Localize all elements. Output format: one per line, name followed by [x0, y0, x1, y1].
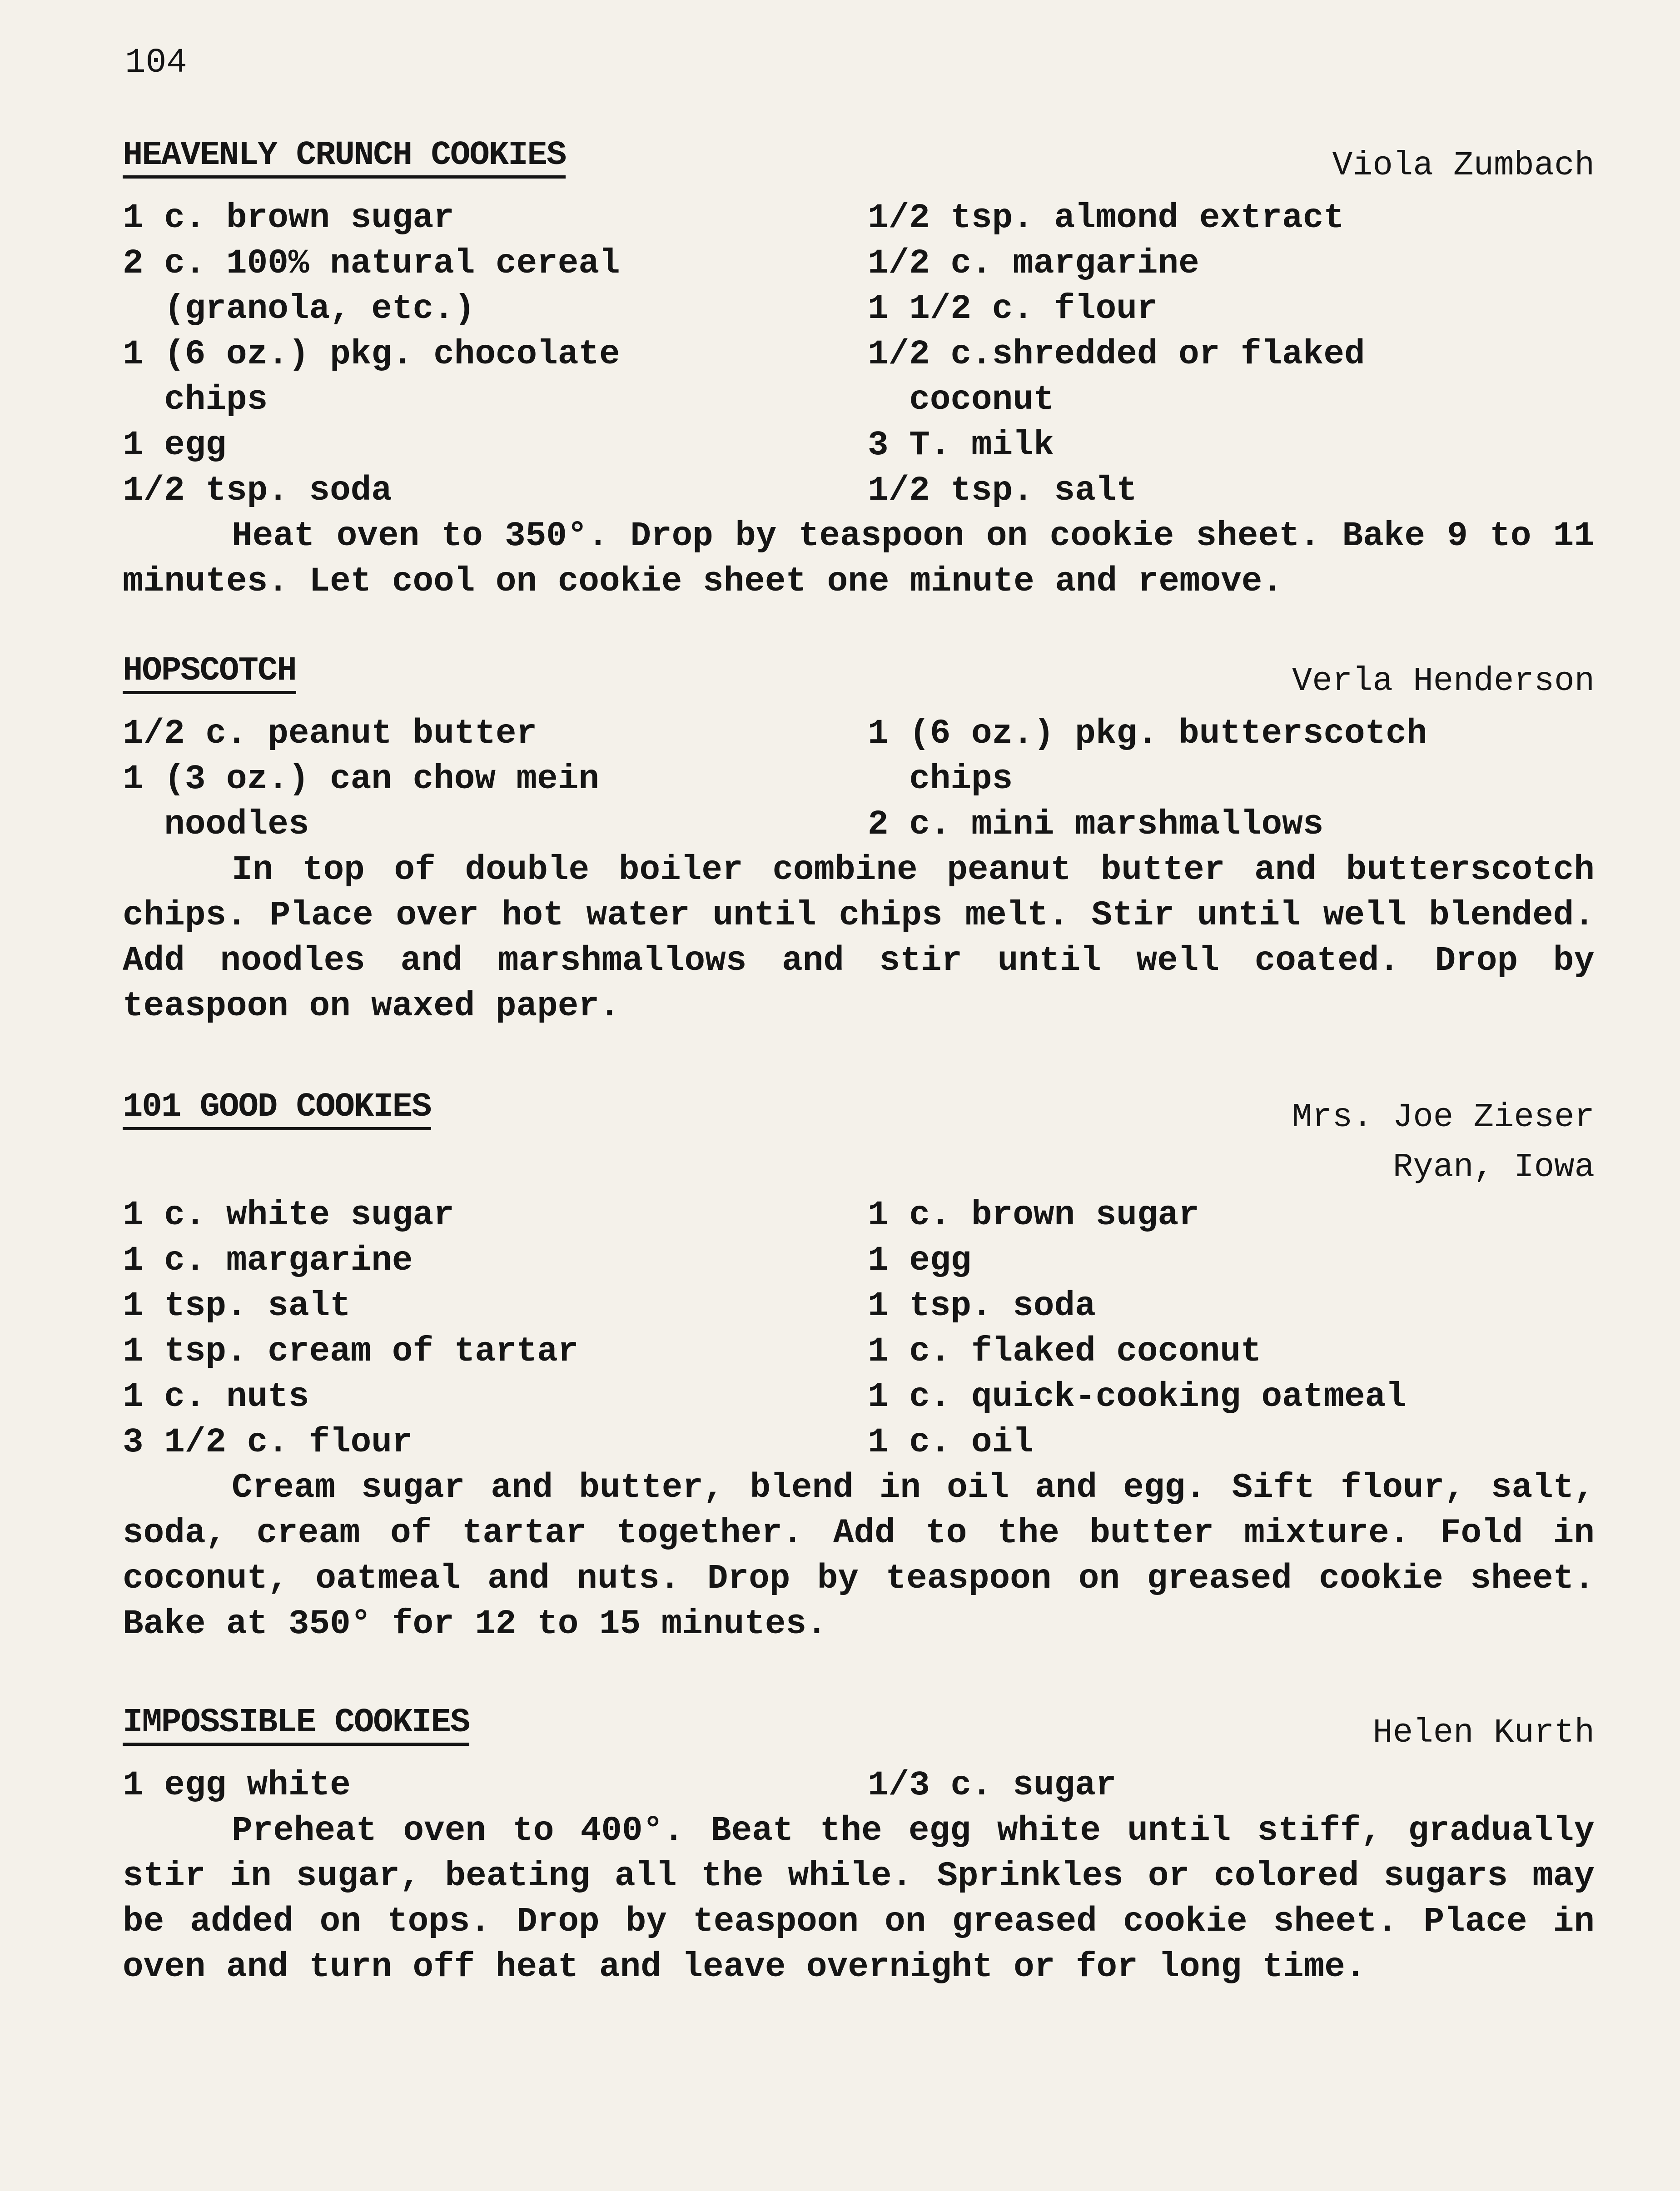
ingredients-right	[868, 1763, 1595, 1808]
ingredients-left	[123, 1192, 868, 1465]
ingredients	[123, 711, 1595, 847]
ingredient-line: (granola, etc.)	[123, 289, 475, 328]
ingredient-line: 1/2 tsp. almond extract	[868, 199, 1344, 238]
ingredient-line: 1/2 tsp. salt	[868, 471, 1137, 510]
ingredient-line: 1 c. nuts	[123, 1377, 309, 1416]
ingredient-line: coconut	[868, 380, 1054, 419]
ingredients-left	[123, 711, 868, 847]
ingredient-line: 1 egg	[123, 426, 227, 465]
ingredient-line: 3 1/2 c. flour	[123, 1423, 413, 1462]
ingredient-line: 1/2 c. peanut butter	[123, 714, 537, 753]
recipe-title: HEAVENLY CRUNCH COOKIES	[123, 136, 566, 179]
ingredient-line: 1 1/2 c. flour	[868, 289, 1158, 328]
ingredient-line: 1 c. margarine	[123, 1241, 413, 1280]
ingredient-line: 1 c. quick-cooking oatmeal	[868, 1377, 1407, 1416]
ingredients	[123, 1192, 1595, 1465]
recipe-method: In top of double boiler combine peanut butter and butterscotch chips. Place over hot water until chips melt. Stir until well blended. Add noodles and marshmallows and stir until well coated. Drop by teaspoon on waxed paper.	[123, 850, 1595, 1026]
ingredient-line: 1/2 tsp. soda	[123, 471, 392, 510]
recipe-method: Preheat oven to 400°. Beat the egg white until stiff, gradually stir in sugar, beating all the while. Sprinkles or colored sugars may be added on tops. Drop by teaspoon on greased cookie sheet. Place in oven and turn off heat and leave overnight or for long time.	[123, 1811, 1595, 1987]
ingredients-left	[123, 1763, 868, 1808]
ingredient-line: 1 c. brown sugar	[868, 1196, 1199, 1235]
recipe-hopscotch	[123, 652, 1595, 1029]
recipe-title: IMPOSSIBLE COOKIES	[123, 1704, 469, 1746]
recipe-method: Cream sugar and butter, blend in oil and egg. Sift flour, salt, soda, cream of tartar together. Add to the butter mixture. Fold in coconut, oatmeal and nuts. Drop by teaspoon on greased cookie sheet. Bake at 350° for 12 to 15 minutes.	[123, 1468, 1595, 1644]
ingredient-line: 1 tsp. cream of tartar	[123, 1332, 579, 1371]
recipe-title: 101 GOOD COOKIES	[123, 1088, 431, 1130]
ingredient-line: chips	[123, 380, 268, 419]
ingredients-left	[123, 195, 868, 513]
ingredients-right	[868, 195, 1595, 513]
recipe-header	[123, 1088, 1595, 1192]
ingredients	[123, 195, 1595, 513]
ingredients-right	[868, 711, 1595, 847]
recipe-author: Helen Kurth	[1372, 1714, 1595, 1752]
author-name: Mrs. Joe Zieser	[1292, 1098, 1595, 1137]
ingredient-line: 1/2 c.shredded or flaked	[868, 335, 1365, 374]
ingredients	[123, 1763, 1595, 1808]
ingredient-line: 1 egg white	[123, 1766, 351, 1805]
ingredients-right	[868, 1192, 1595, 1465]
ingredient-line: chips	[868, 760, 1013, 799]
ingredient-line: 3 T. milk	[868, 426, 1054, 465]
ingredient-line: 1/3 c. sugar	[868, 1766, 1117, 1805]
ingredient-line: 1 egg	[868, 1241, 972, 1280]
ingredient-line: 1 c. white sugar	[123, 1196, 454, 1235]
ingredient-line: 1 tsp. soda	[868, 1287, 1096, 1326]
ingredient-line: 2 c. mini marshmallows	[868, 805, 1324, 844]
recipe-header	[123, 136, 1595, 195]
ingredient-line: 1 tsp. salt	[123, 1287, 351, 1326]
recipe-author: Viola Zumbach	[1332, 147, 1595, 185]
recipe-header	[123, 652, 1595, 711]
ingredient-line: 1 c. flaked coconut	[868, 1332, 1262, 1371]
page-number: 104	[125, 43, 187, 82]
recipe-author	[1292, 1093, 1595, 1192]
ingredient-line: 1 (3 oz.) can chow mein	[123, 760, 599, 799]
ingredient-line: 1/2 c. margarine	[868, 244, 1199, 283]
recipe-101-good-cookies	[123, 1088, 1595, 1647]
ingredient-line: 2 c. 100% natural cereal	[123, 244, 620, 283]
recipe-title: HOPSCOTCH	[123, 652, 296, 694]
recipe-heavenly-crunch	[123, 136, 1595, 604]
ingredient-line: 1 (6 oz.) pkg. butterscotch	[868, 714, 1427, 753]
recipe-method: Heat oven to 350°. Drop by teaspoon on cookie sheet. Bake 9 to 11 minutes. Let cool on cookie sheet one minute and remove.	[123, 517, 1595, 601]
recipe-header	[123, 1704, 1595, 1763]
ingredient-line: 1 c. oil	[868, 1423, 1034, 1462]
recipe-impossible-cookies	[123, 1704, 1595, 1990]
ingredient-line: 1 c. brown sugar	[123, 199, 454, 238]
ingredient-line: 1 (6 oz.) pkg. chocolate	[123, 335, 620, 374]
ingredient-line: noodles	[123, 805, 309, 844]
author-location: Ryan, Iowa	[1392, 1148, 1595, 1187]
recipe-author: Verla Henderson	[1292, 662, 1595, 701]
